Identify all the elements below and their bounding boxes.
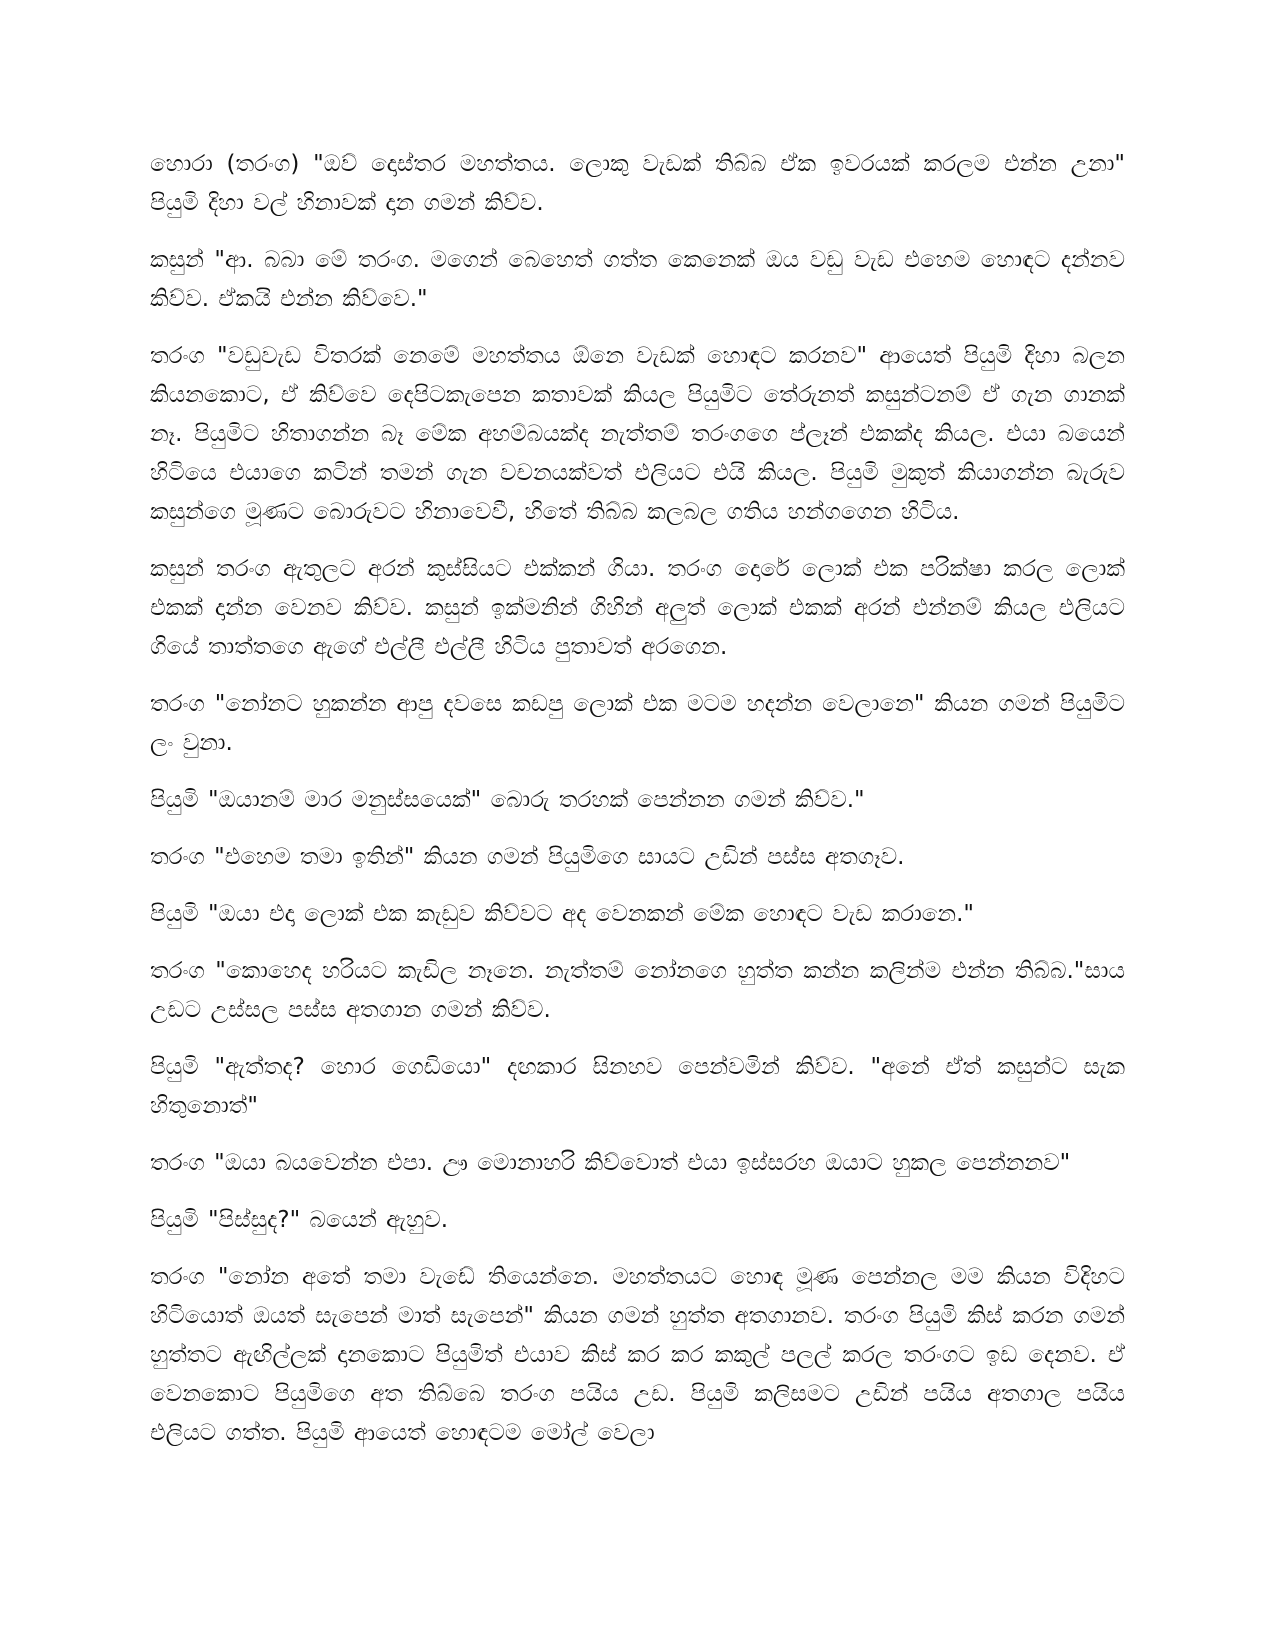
document-page [150,145,1125,1471]
paragraph-13: තරංග "නෝන අතේ තමා වැඩේ තියෙන්නෙ. මහත්තයට හොඳ මූණ පෙන්නල මම කියන විදිහට හිටියොත් ඔයත් සැපෙන් මාත් සැපෙන්" කියන ගමන් හුත්ත අතගානව. තරංග පියුමි කිස් කරන ගමන් හුත්තට ඇඟිල්ලක් දානකොට පියුමිත් එයාව කිස් කර කර කකුල් පලල් කරල තරංගට ඉඩ දෙනව. ඒ වෙනකොට පියුමිගෙ අත තිබ්බෙ තරංග පයිය උඩ. පියුමි කලිසමට උඩින් පයිය අතගාල පයිය එලියට ගත්ත. පියුමි ආයෙත් හොඳටම මෝල් වෙලා [150,1264,1125,1446]
paragraph-11: තරංග "ඔයා බයවෙන්න එපා. ඌ මොනාහරි කිව්වොත් එයා ඉස්සරහ ඔයාට හුකල පෙන්නනව" [150,1150,1071,1176]
paragraph-2: කසුන් "ආ. බබා මේ තරංග. මගෙන් බෙහෙත් ගත්ත කෙනෙක් ඔය වඩු වැඩ එහෙම හොඳට දන්නව කිව්ව. ඒකයි එන්න කිව්වෙ." [150,247,1125,312]
paragraph-7: තරංග "එහෙම තමා ඉතින්" කියන ගමන් පියුමිගෙ සායට උඩින් පස්ස අතගෑව. [150,844,905,870]
paragraph-6: පියුමි "ඔයානම් මාර මනුස්සයෙක්" බොරු තරහක් පෙන්නන ගමන් කිව්ව." [150,787,865,813]
paragraph-9: තරංග "කොහෙද හරියට කැඩිල නෑනෙ. නැත්තම් නෝනගෙ හුත්ත කන්න කලින්ම එන්න තිබ්බ."සාය උඩට උස්සල පස්ස අතගාන ගමන් කිව්ව. [150,958,1125,1023]
paragraph-5: තරංග "නෝනට හුකන්න ආපු දවසෙ කඩපු ලොක් එක මටම හදන්න වෙලානෙ" කියන ගමන් පියුමිට ලං වුනා. [150,691,1125,756]
paragraph-4: කසුන් තරංග ඇතුලට අරන් කුස්සියට එක්කන් ගියා. තරංග දොරේ ලොක් එක පරික්ෂා කරල ලොක් එකක් දාන්න වෙනව කිව්ව. කසුන් ඉක්මනින් ගිහින් අලුත් ලොක් එකක් අරන් එන්නම් කියල එලියට ගියේ තාත්තගෙ ඇගේ එල්ලී එල්ලී හිටිය පුතාවත් අරගෙන. [150,556,1125,660]
paragraph-3: තරංග "වඩුවැඩ විතරක් නෙමේ මහත්තය ඕනෙ වැඩක් හොඳට කරනව" ආයෙත් පියුමි දිහා බලන කියනකොට, ඒ කිව්වෙ දෙපිටකැපෙන කතාවක් කියල පියුමිට තේරුනත් කසුන්ටනම් ඒ ගැන ගානක් නෑ. පියුමිට හිතාගන්න බෑ මේක අහම්බයක්ද නැත්තම් තරංගගෙ ප්ලෑන් එකක්ද කියල. එයා බයෙන් හිටියෙ එයාගෙ කටින් තමන් ගැන වචනයක්වත් එලියට එයි කියල. පියුමි මුකුත් කියාගන්න බැරුව කසුන්ගෙ මූණට බොරුවට හිනාවෙවී, හිතේ තිබ්බ කලබල ගතිය හන්ගගෙන හිටිය. [150,343,1125,525]
paragraph-12: පියුමි "පිස්සුද?" බයෙන් ඇහුව. [150,1207,449,1233]
paragraph-8: පියුමි "ඔයා එදා ලොක් එක කැඩුව කිව්වට අද වෙනකන් මේක හොඳට වැඩ කරානෙ." [150,901,974,927]
paragraph-10: පියුමි "ඇත්තද? හොර ගෙඩියො" දඟකාර සිනහව පෙන්වමින් කිව්ව. "අනේ ඒත් කසුන්ට සැක හිතුනොත්" [150,1054,1125,1119]
paragraph-1: හොරා (තරංග) "ඔව් දොස්තර මහත්තය. ලොකු වැඩක් තිබ්බ ඒක ඉවරයක් කරලම එන්න උනා" පියුමි දිහා වල් හිනාවක් දාන ගමන් කිව්ව. [150,151,1125,216]
